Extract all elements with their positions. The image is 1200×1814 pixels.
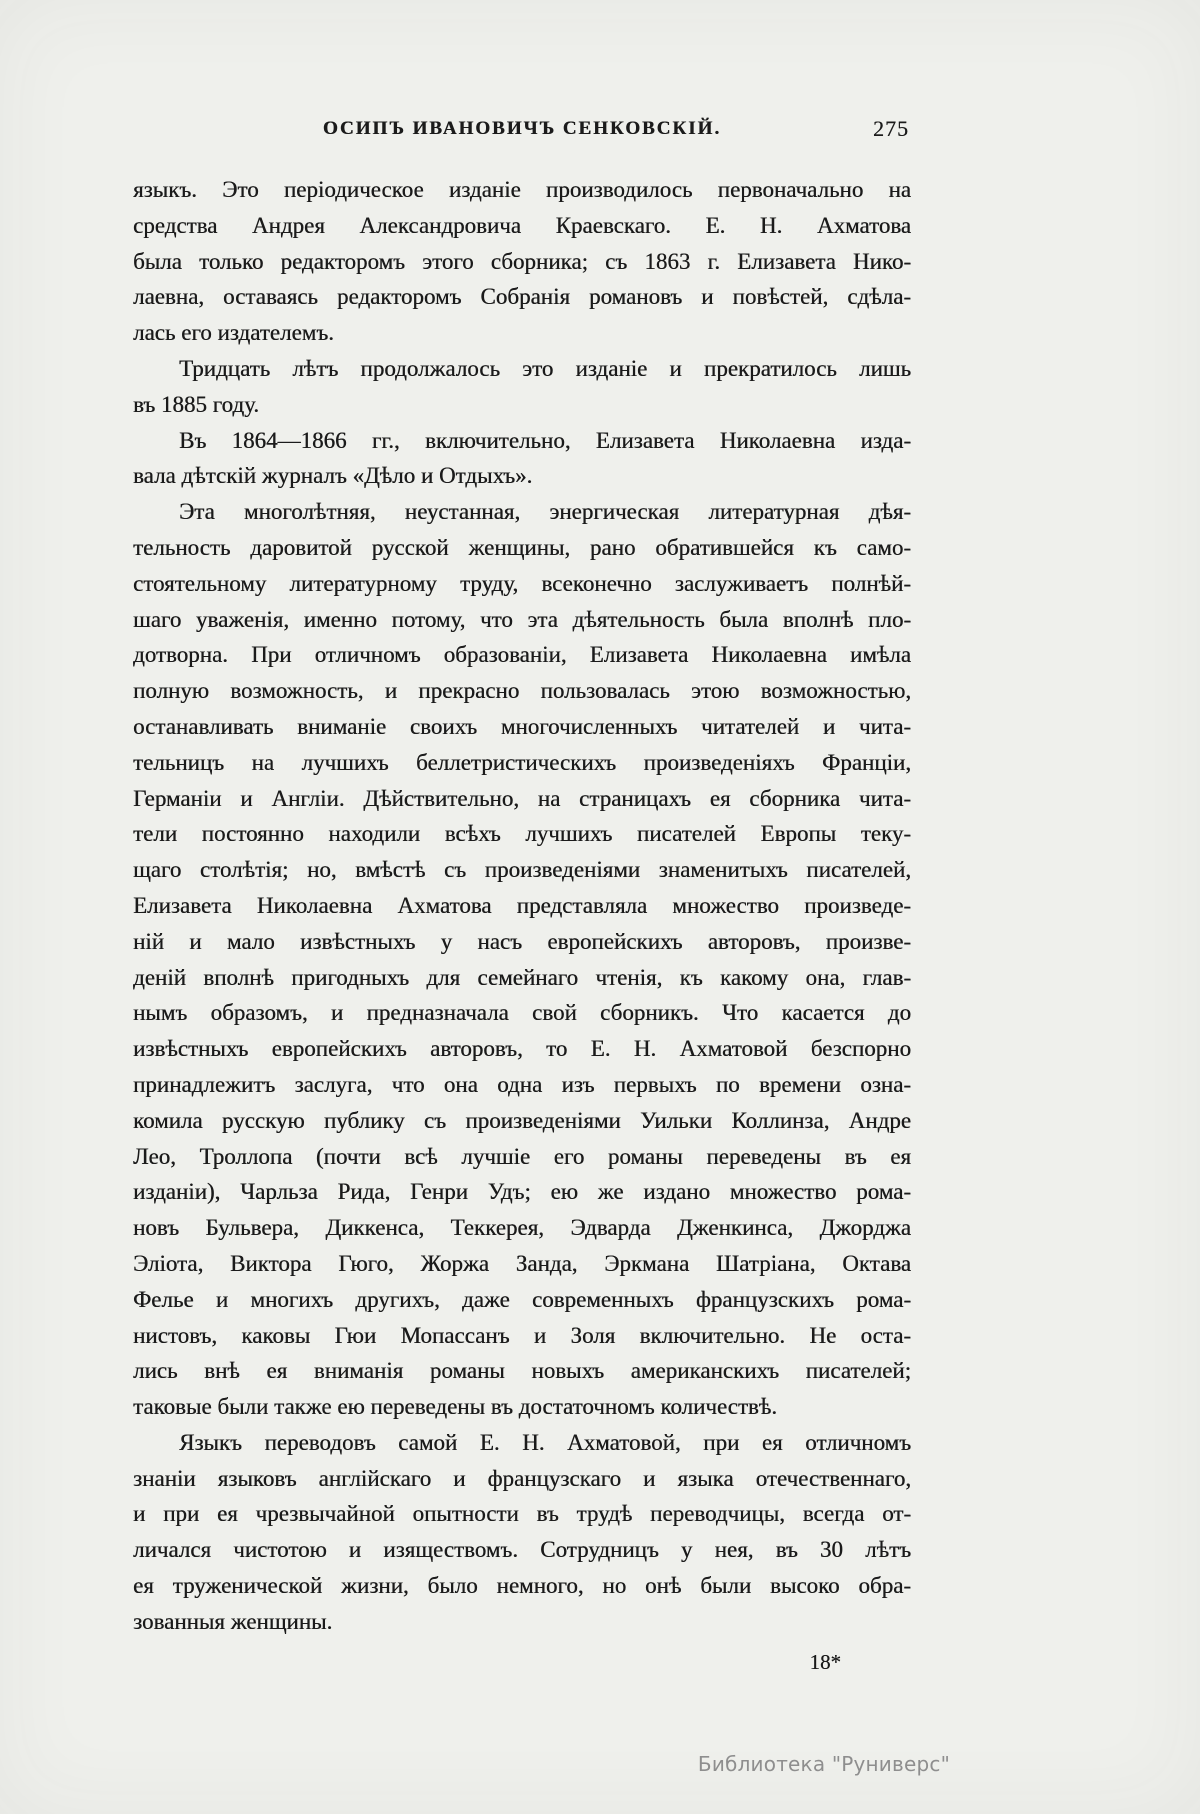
text-line: была только редакторомъ этого сборника; съ 1863 г. Елизавета Нико- xyxy=(133,248,911,274)
text-line: Въ 1864—1866 гг., включительно, Елизавета Николаевна изда- xyxy=(179,427,911,453)
text-line: лаевна, оставаясь редакторомъ Собранія романовъ и повѣстей, сдѣла- xyxy=(133,284,911,310)
text-line: лись внѣ ея вниманія романы новыхъ американскихъ писателей; xyxy=(133,1358,911,1384)
text-line: нымъ образомъ, и предназначала свой сборникъ. Что касается до xyxy=(133,1000,911,1026)
page-number: 275 xyxy=(873,116,909,141)
text-line: шаго уваженія, именно потому, что эта дѣятельность была вполнѣ пло- xyxy=(133,606,911,632)
text-line: Языкъ переводовъ самой Е. Н. Ахматовой, при ея отличномъ xyxy=(179,1429,911,1455)
text-line: тели постоянно находили всѣхъ лучшихъ писателей Европы теку- xyxy=(133,821,911,847)
text-line: стоятельному литературному труду, всеконечно заслуживаетъ полнѣй- xyxy=(133,570,911,596)
running-title: ОСИПЪ ИВАНОВИЧЪ СЕНКОВСКІЙ. xyxy=(322,118,722,139)
text-line: новъ Бульвера, Диккенса, Теккерея, Эдварда Дженкинса, Джорджа xyxy=(133,1215,911,1241)
text-line: Лео, Троллопа (почти всѣ лучшіе его романы переведены въ ея xyxy=(133,1143,911,1169)
text-line: вала дѣтскій журналъ «Дѣло и Отдыхъ». xyxy=(133,463,533,489)
text-line: Эліота, Виктора Гюго, Жоржа Занда, Эркмана Шатріана, Октава xyxy=(133,1250,911,1276)
page-header xyxy=(133,118,911,148)
text-line: тельность даровитой русской женщины, рано обратившейся къ само- xyxy=(133,534,911,560)
text-line: принадлежитъ заслуга, что она одна изъ первыхъ по времени озна- xyxy=(133,1071,911,1097)
text-line: личался чистотою и изяществомъ. Сотрудницъ у нея, въ 30 лѣтъ xyxy=(133,1537,911,1563)
text-line: Эта многолѣтняя, неустанная, энергическая литературная дѣя- xyxy=(179,499,911,525)
text-line: Германіи и Англіи. Дѣйствительно, на страницахъ ея сборника чита- xyxy=(133,785,911,811)
text-line: щаго столѣтія; но, вмѣстѣ съ произведеніями знаменитыхъ писателей, xyxy=(133,857,911,883)
text-line: ній и мало извѣстныхъ у насъ европейскихъ авторовъ, произве- xyxy=(133,928,911,954)
text-line: знаніи языковъ англійскаго и французскаго и языка отечественнаго, xyxy=(133,1465,911,1491)
text-line: комила русскую публику съ произведеніями Уильки Коллинза, Андре xyxy=(133,1107,911,1133)
text-line: языкъ. Это періодическое изданіе производилось первоначально на xyxy=(133,177,911,202)
text-line: Елизавета Николаевна Ахматова представляла множество произведе- xyxy=(133,892,911,918)
text-line: и при ея чрезвычайной опытности въ трудѣ переводчицы, всегда от- xyxy=(133,1501,911,1527)
page-body xyxy=(133,172,911,1640)
text-column xyxy=(133,118,911,1675)
text-line: зованныя женщины. xyxy=(133,1608,333,1634)
text-line: ея труженической жизни, было немного, но онѣ были высоко обра- xyxy=(133,1573,911,1599)
text-line: лась его издателемъ. xyxy=(133,320,334,346)
text-line: дотворна. При отличномъ образованіи, Елизавета Николаевна имѣла xyxy=(133,642,911,668)
text-line: тельницъ на лучшихъ беллетристическихъ произведеніяхъ Франціи, xyxy=(133,749,911,775)
text-line: таковые были также ею переведены въ достаточномъ количествѣ. xyxy=(133,1394,778,1420)
text-line: изданіи), Чарльза Рида, Генри Удъ; ею же издано множество рома- xyxy=(133,1179,911,1205)
text-line: Тридцать лѣтъ продолжалось это изданіе и прекратилось лишь xyxy=(179,355,911,381)
text-line: полную возможность, и прекрасно пользовалась этою возможностью, xyxy=(133,678,911,704)
text-line: деній вполнѣ пригодныхъ для семейнаго чтенія, къ какому она, глав- xyxy=(133,964,911,990)
printers-signature: 18* xyxy=(809,1649,841,1674)
text-line: въ 1885 году. xyxy=(133,391,260,417)
text-line: останавливать вниманіе своихъ многочисленныхъ читателей и чита- xyxy=(133,713,911,739)
text-line: нистовъ, каковы Гюи Мопассанъ и Золя включительно. Не оста- xyxy=(133,1322,911,1348)
library-watermark: Библиотека "Руниверс" xyxy=(697,1752,950,1776)
text-line: средства Андрея Александровича Краевскаго. Е. Н. Ахматова xyxy=(133,212,911,238)
text-line: извѣстныхъ европейскихъ авторовъ, то Е. Н. Ахматовой безспорно xyxy=(133,1036,911,1062)
text-line: Фелье и многихъ другихъ, даже современныхъ французскихъ рома- xyxy=(133,1286,911,1312)
